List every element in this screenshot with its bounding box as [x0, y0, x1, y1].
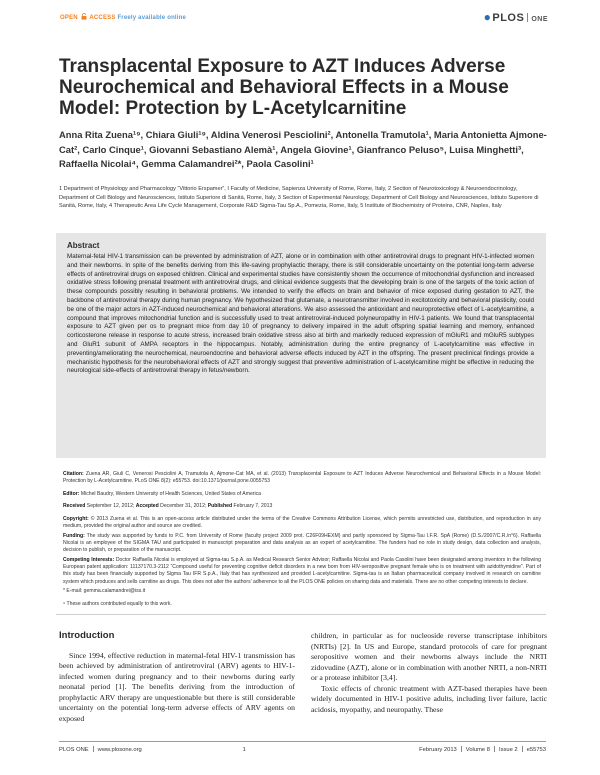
editor-block: [63, 491, 541, 498]
open-access-label: [60, 13, 186, 21]
received-date: September 12, 2012;: [86, 503, 135, 509]
introduction-heading: Introduction: [59, 630, 115, 641]
published-date: February 7, 2013: [233, 503, 273, 509]
accepted-date: December 31, 2012;: [160, 503, 207, 509]
section-divider: [56, 614, 546, 615]
abstract-text: Maternal-fetal HIV-1 transmission can be prevented by administration of AZT, alone or in combination with other antiretroviral drugs to pregnant HIV-1-infected women and their newborns. In spite of the benefits deriving from this life-saving prophylactic therapy, there is still considerable uncertainty on the potential long-term adverse effects of antiretroviral drugs on exposed children. Clinical and experimental studies have consistently shown the occurrence of mitochondrial dysfunction and increased oxidative stress following prenatal treatment with antiretroviral drugs, and clinical evidence suggests that the developing brain is one of the targets of the toxic action of these compounds possibly resulting in behavioral problems. We intended to verify the effects on brain and behavior of mice exposed during gestation to AZT, the backbone of antiretroviral therapy during human pregnancy. We hypothesized that glutamate, a neurotransmitter involved in excitotoxicity and behavioral plasticity, could be one of the major actors in AZT-induced neurochemical and behavioral alterations. We also assessed the antioxidant and neuroprotective effect of L-acetylcarnitine, a compound that improves mitochondrial function and is successfully used to treat antiretroviral-induced polyneuropathy in HIV-1 patients. We found that transplacental exposure to AZT given per os to pregnant mice from day 10 of pregnancy to delivery impaired in the adult offspring spatial learning and memory, enhanced corticosterone release in response to acute stress, increased brain oxidative stress also at birth and markedly reduced expression of mGluR1 and mGluR5 subtypes and GluR1 subunit of AMPA receptors in the hippocampus. Notably, administration during the entire pregnancy of L-acetylcarnitine was effective in preventing/ameliorating the neurochemical, neuroendocrine and behavioral adverse effects induced by AZT in the offspring. The present preclinical findings provide a mechanistic hypothesis for the neurobehavioral effects of AZT and strongly suggest that preventive administration of L-acetylcarnitine might be effective in reducing the neurological side-effects of antiretroviral therapy in fetus/newborn.: [67, 253, 534, 375]
abstract-box: [56, 233, 546, 458]
footer-journal: PLOS ONE: [59, 747, 89, 753]
intro-paragraph-3: Toxic effects of chronic treatment with AZT-based therapies have been widely documented in HIV-1 positive adults, including liver failure, lactic acidosis, myopathy, and neuropathy. These: [311, 683, 547, 714]
received-label: Received: [63, 503, 86, 509]
article-title: Transplacental Exposure to AZT Induces Adverse Neurochemical and Behavioral Effects in a Mouse Model: Protection by L-Acetylcarnitine: [59, 56, 509, 119]
oa-word-access: ACCESS: [89, 15, 116, 21]
footer-page-number: 1: [242, 747, 246, 753]
footer-volume: Volume 8: [465, 747, 490, 753]
author-list: Anna Rita Zuena¹⁹, Chiara Giuli¹⁹, Aldina Venerosi Pesciolini², Antonella Tramutola¹, Maria Antonietta Ajmone-Cat², Carlo Cinque¹, Giovanni Sebastiano Alemà¹, Angela Giovine¹, Gianfranco Peluso⁵, Luisa Minghetti³, Raffaella Nicolai⁴, Gemma Calamandrei²*, Paola Casolini¹: [59, 129, 547, 169]
body-column-right: [311, 631, 547, 715]
funding-text: The study was supported by funds to P.C. from University of Rome (faculty project 2009 prot. C26F09HEXM) and partly sponsored by Sigma-Tau I.F.R. SpA (Rome) (D.S./2007/C.R./n°6). Raffaella Nicolai is an employee of the SIGMA TAU and participated in manuscript preparation and data analysis as an expert of acetylcarnitine. The funders had no role in study design, data collection and analysis, decision to publish, or preparation of the manuscript.: [63, 533, 541, 554]
footer-divider: [494, 746, 495, 752]
footer-site-link[interactable]: www.plosone.org: [97, 747, 142, 753]
citation-text: Zuena AR, Giuli C, Venerosi Pesciolini A, Tramutola A, Ajmone-Cat MA, et al. (2013) Transplacental Exposure to AZT Induces Adverse Neurochemical and Behavioral Effects in a Mouse Model: Protection by L-Acetylcarnitine. PLoS ONE 8(2): e55753. doi:10.1371/journal.pone.0055753: [63, 471, 541, 485]
footer-article-id: e55753: [526, 747, 546, 753]
email-line: [63, 588, 541, 595]
dates-block: [63, 503, 541, 510]
footer-divider: [522, 746, 523, 752]
oa-freely-available: Freely available online: [117, 15, 187, 21]
editor-text: Michel Baudry, Western University of Health Sciences, United States of America: [80, 491, 261, 497]
accepted-label: Accepted: [135, 503, 159, 509]
header-bar: [0, 0, 600, 26]
plos-logo-dot-icon: ●: [483, 10, 492, 24]
footer-right: [243, 746, 546, 753]
footer-left: [59, 746, 142, 753]
citation-block: [63, 471, 541, 485]
competing-text: Doctor Raffaella Nicolai is employed at Sigma-tau S.p.A. as Medical Research Senior Advisor; Raffaella Nicolai and Paola Casolini have been designated among inventors in the following European patent application: 11137170.3-2112 “Compound useful for preventing cognitive deficit disorders in a new born from HIV-seropositive pregnant female who is on treatment with azidothymidine”. Part of this study has been financially supported by Sigma Tau IFR S.p.A., Italy that has synthesized and provided L-acetylcarnitine. Sigma-tau is an Italian pharmaceutical company involved in research on carnitine system which produces and sells carnitine as drugs. This does not alter the authors’ adherence to all the PLOS ONE policies on sharing data and materials. There are no other competing interests to declare.: [63, 557, 541, 585]
corresponding-email[interactable]: * E-mail: gemma.calamandrei@iss.it: [63, 588, 146, 594]
equal-contribution-note: ⁹ These authors contributed equally to this work.: [63, 601, 172, 607]
oa-word-open: OPEN: [60, 15, 78, 21]
intro-paragraph-1: Since 1994, effective reduction in maternal-fetal HIV-1 transmission has been achieved by administration of antiretroviral (ARV) agents to HIV-1-infected women during pregnancy and to their newborns during early neonatal period [1]. The benefits deriving from the introduction of prophylactic ARV therapy are unquestionable but there is still considerable uncertainty on the potential long-term adverse effects of ARV agents on exposed: [59, 650, 295, 723]
intro-paragraph-2: children, in particular as for nucleoside reverse transcriptase inhibitors (NRTIs) [2]. In US and Europe, standard protocols of care for pregnant seropositive women and their newborns always include the NRTI zidovudine (AZT), alone or in combination with another NRTI, a non-NRTI or a protease inhibitor [3,4].: [311, 631, 547, 682]
footer-divider: [93, 746, 94, 752]
copyright-label: Copyright:: [63, 516, 89, 522]
body-column-left: [59, 631, 295, 724]
footer-date: February 2013: [419, 747, 457, 753]
citation-label: Citation:: [63, 471, 84, 477]
footer-divider: [461, 746, 462, 752]
funding-label: Funding:: [63, 533, 85, 539]
competing-label: Competing Interests:: [63, 557, 115, 563]
page-footer: [59, 741, 546, 755]
copyright-text: © 2013 Zuena et al. This is an open-access article distributed under the terms of the Creative Commons Attribution License, which permits unrestricted use, distribution, and reproduction in any medium, provided the original author and source are credited.: [63, 516, 541, 530]
funding-block: [63, 533, 541, 555]
journal-brand: PLOS: [492, 12, 525, 24]
open-access-lock-icon: [81, 13, 87, 20]
copyright-block: [63, 516, 541, 530]
published-label: Published: [207, 503, 233, 509]
journal-logo[interactable]: [484, 10, 548, 24]
editor-label: Editor:: [63, 491, 80, 497]
abstract-heading: Abstract: [67, 241, 100, 250]
affiliations: 1 Department of Physiology and Pharmacology “Vittorio Erspamer”, I Faculty of Medicine, Sapienza University of Rome, Rome, Italy, 2 Section of Neurotoxicology & Neuroendocrinology, Department of Cell Biology and Neurosciences, Istituto Superiore di Sanità, Rome, Italy, 3 Section of Experimental Neurology, Department of Cell Biology and Neurosciences, Istituto Superiore di Sanità, Rome, Italy, 4 Therapeutic Area Life Cycle Management, Corporate R&D Sigma-Tau Sp.A., Pomezia, Rome, Italy, 5 Institute of Biochemistry of Proteins, CNR, Naples, Italy: [59, 186, 539, 210]
competing-interests-block: [63, 557, 541, 586]
journal-sub: ONE: [531, 16, 548, 23]
logo-divider: [527, 13, 528, 22]
footer-issue: Issue 2: [498, 747, 518, 753]
